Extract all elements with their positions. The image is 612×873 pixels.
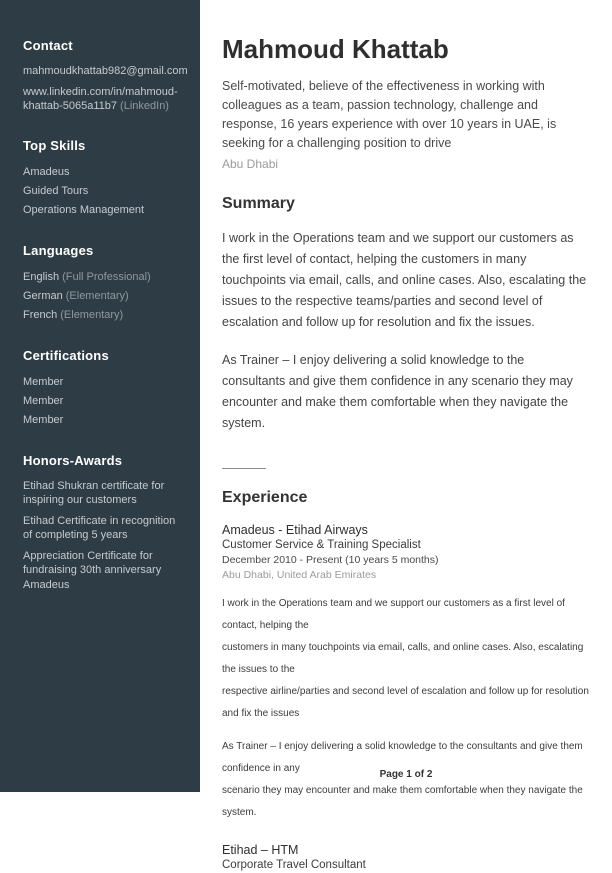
certifications-heading: Certifications [23, 347, 109, 363]
language-level: (Full Professional) [62, 270, 151, 283]
top-skills-heading: Top Skills [23, 137, 86, 153]
honors-section [23, 453, 180, 593]
summary-paragraph: As Trainer – I enjoy delivering a solid knowledge to the consultants and give them confidence in any scenario they may encounter and make them comfortable when they navigate the system. [222, 353, 573, 430]
linkedin-url-link[interactable]: www.linkedin.com/in/mahmoud-khattab-5065a11b7 [23, 85, 178, 112]
language-level: (Elementary) [65, 289, 129, 302]
language-item [23, 269, 180, 286]
person-location: Abu Dhabi [222, 157, 279, 171]
experience-location: Abu Dhabi, United Arab Emirates [222, 568, 377, 581]
experience-title: Customer Service & Training Specialist [222, 539, 421, 551]
honor-item: Appreciation Certificate for fundraising 30th anniversary Amadeus [23, 549, 162, 591]
person-name: Mahmoud Khattab [222, 34, 449, 64]
experience-title: Corporate Travel Consultant [222, 859, 366, 871]
skill-item: Operations Management [23, 203, 145, 216]
contact-heading: Contact [23, 38, 73, 53]
certification-item: Member [23, 394, 64, 407]
language-level: (Elementary) [60, 308, 124, 321]
experience-company: Amadeus - Etihad Airways [222, 523, 368, 537]
experience-entry [222, 842, 590, 873]
language-name: French [23, 308, 58, 321]
language-name: German [23, 289, 63, 302]
honors-heading: Honors-Awards [23, 452, 123, 468]
experience-text-line: I work in the Operations team and we support our customers as a first level of contact, helping the [222, 598, 565, 631]
top-skills-section [23, 138, 180, 219]
experience-text-line: customers in many touchpoints via email, calls, and online cases. Also, escalating the issues to the [222, 642, 584, 675]
experience-paragraph [222, 593, 590, 725]
honor-item: Etihad Certificate in recognition of completing 5 years [23, 514, 176, 541]
language-name: English [23, 270, 60, 283]
contact-section [23, 38, 188, 114]
honor-item: Etihad Shukran certificate for inspiring our customers [23, 479, 165, 506]
summary-section [222, 195, 590, 434]
page-number: Page 1 of 2 [379, 769, 433, 780]
languages-heading: Languages [23, 242, 94, 258]
experience-text-line: respective airline/parties and second level of escalation and follow up for resolution and fix the issues [222, 686, 589, 719]
languages-section [23, 243, 180, 324]
certification-item: Member [23, 413, 64, 426]
skill-item: Amadeus [23, 165, 70, 178]
experience-text-line: As Trainer – I enjoy delivering a solid knowledge to the consultants and give them confidence in any [222, 741, 583, 774]
experience-section [222, 489, 590, 873]
linkedin-suffix: (LinkedIn) [117, 100, 169, 112]
skill-item: Guided Tours [23, 184, 89, 197]
experience-paragraph [222, 736, 590, 824]
contact-linkedin [23, 85, 180, 114]
main-content [200, 0, 612, 871]
contact-email-link[interactable]: mahmoudkhattab982@gmail.com [23, 65, 188, 77]
sidebar [0, 0, 200, 792]
certifications-section [23, 348, 180, 429]
headline: Self-motivated, believe of the effectiveness in working with colleagues as a team, passion technology, challenge and response, 16 years experience with over 10 years in UAE, is seeking for a challenging position to drive [222, 79, 557, 150]
experience-heading: Experience [222, 489, 308, 506]
summary-paragraph: I work in the Operations team and we support our customers as the first level of contact, helping the customers in many touchpoints via email, calls, and online cases. Also, escalating the issues to the respective teams/parties and second level of escalation and follow up for resolution and fix the issues. [222, 231, 587, 329]
summary-heading: Summary [222, 195, 295, 212]
experience-text-line: scenario they may encounter and make them comfortable when they navigate the system. [222, 785, 583, 818]
experience-dates: December 2010 - Present (10 years 5 months) [222, 554, 439, 566]
experience-company: Etihad – HTM [222, 843, 299, 857]
language-item [23, 307, 180, 324]
certification-item: Member [23, 375, 64, 388]
language-item [23, 288, 180, 305]
section-divider [222, 468, 266, 469]
